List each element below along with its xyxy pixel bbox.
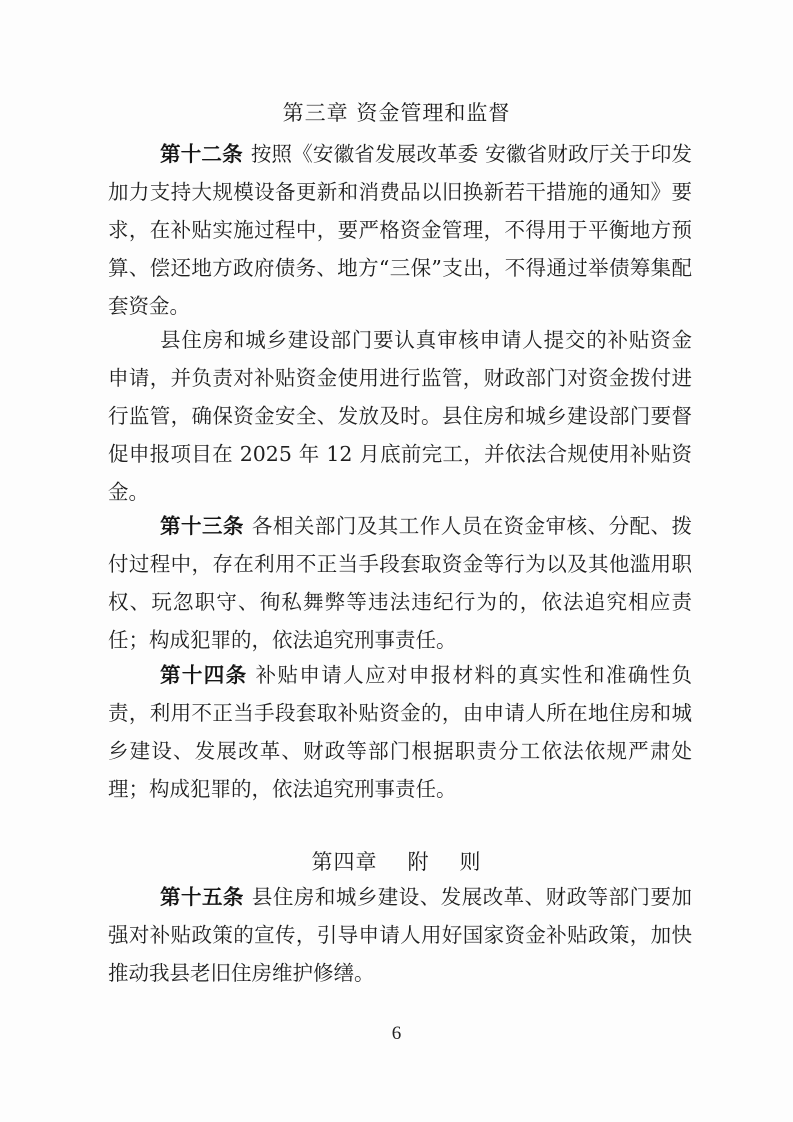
article-14-text: 补贴申请人应对申报材料的真实性和准确性负责，利用不正当手段套取补贴资金的，由申请人所在地住房和城乡建设、发展改革、财政等部门根据职责分工依法依规严肃处理；构成犯罪的，依法追究刑事责任。 [108,663,693,801]
article-12-text: 按照《安徽省发展改革委 安徽省财政厅关于印发加力支持大规模设备更新和消费品以旧换新若干措施的通知》要求，在补贴实施过程中，要严格资金管理，不得用于平衡地方预算、偿还地方政府债务、地方“三保”支出，不得通过举债筹集配套资金。 [108,142,693,318]
article-12 [108,135,692,325]
article-14 [108,656,692,808]
chapter-4-word-1: 附 [407,850,430,874]
article-13 [108,507,692,659]
chapter-4-word-2: 则 [459,850,482,874]
chapter-4-number: 第四章 [311,850,378,874]
chapter-3-title: 第三章 资金管理和监督 [282,101,511,125]
article-14-label: 第十四条 [160,663,248,687]
article-12-paragraph-2: 县住房和城乡建设部门要认真审核申请人提交的补贴资金申请，并负责对补贴资金使用进行监管，财政部门对资金拨付进行监管，确保资金安全、发放及时。县住房和城乡建设部门要督促申报项目在 2025 年 12 月底前完工，并依法合规使用补贴资金。 [108,328,692,504]
article-13-label: 第十三条 [160,514,244,538]
page-number: 6 [391,1023,402,1044]
article-12-label: 第十二条 [160,142,243,166]
article-15 [108,878,692,992]
chapter-4-title [0,846,793,876]
article-15-label: 第十五条 [160,885,244,909]
article-13-text: 各相关部门及其工作人员在资金审核、分配、拨付过程中，存在利用不正当手段套取资金等行为以及其他滥用职权、玩忽职守、徇私舞弊等违法违纪行为的，依法追究相应责任；构成犯罪的，依法追究刑事责任。 [108,514,693,652]
article-15-text: 县住房和城乡建设、发展改革、财政等部门要加强对补贴政策的宣传，引导申请人用好国家资金补贴政策，加快推动我县老旧住房维护修缮。 [108,885,693,985]
